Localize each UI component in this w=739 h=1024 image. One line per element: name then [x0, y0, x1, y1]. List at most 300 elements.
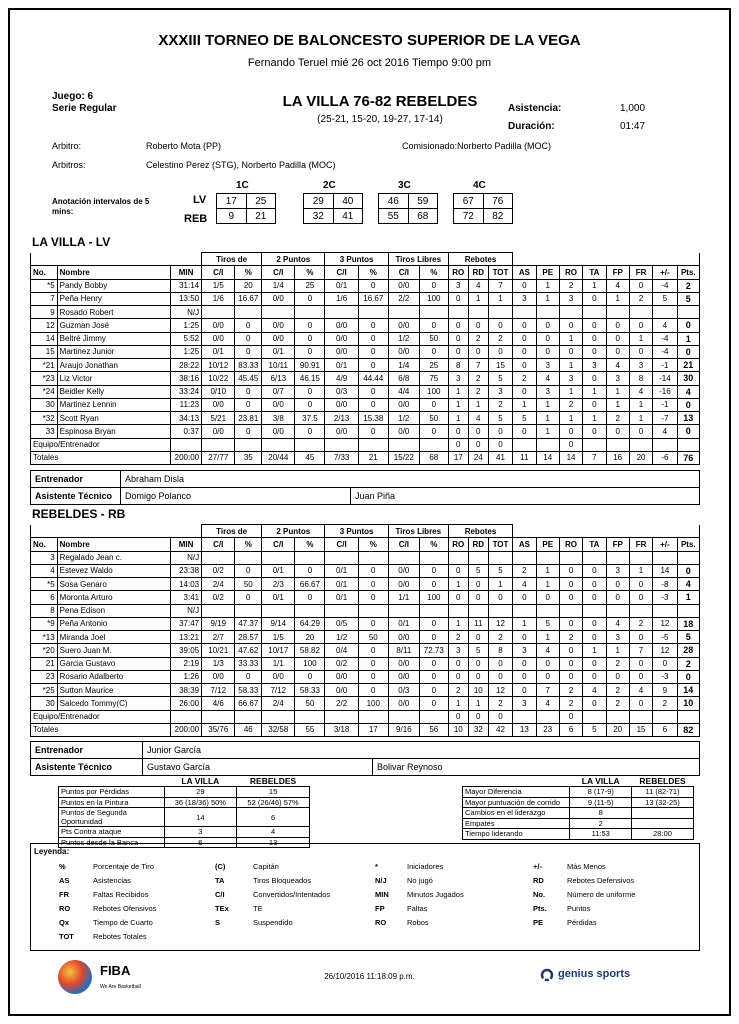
- player-stat: 2: [468, 332, 488, 345]
- quarter-scores: (25-21, 15-20, 19-27, 17-14): [317, 114, 443, 125]
- player-stat: 0:37: [171, 425, 202, 438]
- legend-desc: No jugó: [407, 876, 433, 885]
- player-stat: 0/4: [325, 644, 358, 657]
- team-coach-stat: [606, 438, 629, 451]
- column-header: %: [295, 538, 325, 551]
- column-header: No.: [31, 538, 58, 551]
- player-number: *5: [31, 578, 58, 591]
- player-stat: 0: [629, 657, 652, 670]
- team2-assistant-1: Gustavo García: [143, 759, 373, 776]
- player-stat: 50: [235, 578, 262, 591]
- team2-assistant-label: Asistente Técnico: [31, 759, 143, 776]
- team-coach-row-label: Equipo/Entrenador: [31, 438, 171, 451]
- player-stat: 16.67: [235, 292, 262, 305]
- player-stat: 0: [559, 425, 582, 438]
- game-subtitle: Fernando Teruel mié 26 oct 2016 Tiempo 9:00 pm: [247, 57, 492, 69]
- player-stat: 4: [606, 359, 629, 372]
- player-stat: 2: [448, 684, 468, 697]
- player-stat: 1: [536, 412, 559, 425]
- legend-desc: Capitán: [253, 862, 279, 871]
- interval-score-reb: 68: [408, 209, 438, 224]
- player-stat: 2: [513, 564, 536, 577]
- referees-value: Celestino Perez (STG), Norberto Padilla (MOC): [146, 160, 336, 170]
- legend-desc: Robos: [407, 918, 429, 927]
- header-spacer: [513, 525, 700, 538]
- player-stat: 5: [468, 564, 488, 577]
- team-coach-stat: [171, 710, 202, 723]
- player-stat: 58.33: [295, 684, 325, 697]
- fiba-tagline: We Are Basketball: [100, 984, 141, 990]
- player-stat: 4/6: [202, 697, 235, 710]
- duration-label: Duración:: [508, 121, 555, 132]
- player-stat: -4: [653, 345, 677, 358]
- legend-desc: TE: [253, 904, 263, 913]
- player-stat: 6/8: [388, 372, 419, 385]
- player-stat: 12: [653, 617, 677, 630]
- team2-coach: Junior García: [143, 742, 700, 759]
- team1-assistant-label: Asistente Técnico: [31, 488, 121, 505]
- player-stat: 0/0: [325, 319, 358, 332]
- column-header: C/I: [325, 538, 358, 551]
- player-stat: 25: [295, 279, 325, 292]
- player-stat: 0/0: [388, 279, 419, 292]
- player-stat: 0: [513, 345, 536, 358]
- player-stat: 0: [358, 385, 388, 398]
- column-header: TA: [583, 266, 606, 279]
- player-stat: 0/10: [202, 385, 235, 398]
- player-stat: 16.67: [358, 292, 388, 305]
- player-stat: 0: [295, 425, 325, 438]
- player-stat: [629, 604, 652, 617]
- player-stat: 37:47: [171, 617, 202, 630]
- player-stat: 0: [513, 385, 536, 398]
- comparison-value: 6: [237, 808, 310, 827]
- comparison-value: 8 (17-9): [570, 787, 632, 798]
- player-stat: 2: [488, 332, 512, 345]
- team-coach-stat: 0: [468, 438, 488, 451]
- column-header: %: [419, 266, 448, 279]
- player-stat: 0: [448, 292, 468, 305]
- legend-abbr: TA: [215, 876, 225, 885]
- player-stat: 3: [536, 359, 559, 372]
- player-stat: 4: [677, 578, 699, 591]
- legend-abbr: %: [59, 862, 66, 871]
- player-stat: 4: [513, 578, 536, 591]
- player-stat: 0: [677, 319, 699, 332]
- player-name: Estevez Waldo: [57, 564, 170, 577]
- player-stat: [488, 306, 512, 319]
- player-stat: [468, 604, 488, 617]
- player-stat: 83.33: [235, 359, 262, 372]
- player-stat: 2/3: [262, 578, 295, 591]
- player-stat: [536, 604, 559, 617]
- player-number: 8: [31, 604, 58, 617]
- legend-desc: Rebotes Totales: [93, 932, 147, 941]
- player-stat: 0: [677, 564, 699, 577]
- player-stat: 5: [677, 631, 699, 644]
- player-stat: 0: [358, 398, 388, 411]
- player-name: Araujo Jonathan: [57, 359, 170, 372]
- team-coach-stat: [513, 438, 536, 451]
- player-stat: 4: [606, 279, 629, 292]
- totals-stat: 17: [358, 723, 388, 736]
- player-stat: [653, 604, 677, 617]
- totals-stat: 7/33: [325, 451, 358, 464]
- player-stat: 23:38: [171, 564, 202, 577]
- player-stat: 0: [448, 591, 468, 604]
- player-stat: 0/0: [262, 425, 295, 438]
- player-stat: 0/0: [262, 319, 295, 332]
- player-stat: -16: [653, 385, 677, 398]
- player-stat: 0: [488, 425, 512, 438]
- comparison-row: [463, 818, 694, 829]
- player-stat: 0: [235, 345, 262, 358]
- tournament-title: XXXIII TORNEO DE BALONCESTO SUPERIOR DE LA VEGA: [158, 32, 581, 49]
- player-stat: 0: [468, 631, 488, 644]
- player-number: 23: [31, 670, 58, 683]
- player-stat: 5/21: [202, 412, 235, 425]
- interval-score-lv: 25: [246, 194, 276, 209]
- player-stat: 0/1: [202, 345, 235, 358]
- genius-sports-icon: [540, 968, 554, 982]
- player-stat: 0: [606, 345, 629, 358]
- player-stat: 4: [629, 684, 652, 697]
- legend-abbr: (C): [215, 862, 226, 871]
- player-stat: [513, 604, 536, 617]
- player-stat: 1: [536, 578, 559, 591]
- interval-quarter-label: 2C: [323, 180, 336, 191]
- player-stat: 0: [583, 292, 606, 305]
- team-coach-stat: [295, 710, 325, 723]
- player-stat: 0: [468, 425, 488, 438]
- column-header: C/I: [388, 266, 419, 279]
- team-coach-row-label: Equipo/Entrenador: [31, 710, 171, 723]
- totals-stat: 45: [295, 451, 325, 464]
- player-stat: 1: [606, 292, 629, 305]
- team-coach-stat: [171, 438, 202, 451]
- player-stat: 1/4: [262, 279, 295, 292]
- player-stat: 1: [488, 578, 512, 591]
- player-stat: 0: [448, 345, 468, 358]
- player-stat: N/J: [171, 306, 202, 319]
- player-stat: 0: [468, 591, 488, 604]
- player-stat: 0/0: [262, 670, 295, 683]
- player-row: [31, 684, 700, 697]
- legend-desc: Asistencias: [93, 876, 131, 885]
- player-stat: [448, 306, 468, 319]
- player-stat: [262, 551, 295, 564]
- player-number: *9: [31, 617, 58, 630]
- legend-abbr: *: [375, 862, 378, 871]
- player-stat: [235, 306, 262, 319]
- player-stat: [325, 551, 358, 564]
- player-stat: 0: [583, 657, 606, 670]
- player-stat: 0/2: [325, 657, 358, 670]
- player-stat: 8: [488, 644, 512, 657]
- player-row: [31, 398, 700, 411]
- player-row: [31, 372, 700, 385]
- comparison-value: 8: [570, 808, 632, 819]
- comparison-row: [59, 808, 310, 827]
- player-stat: 3/8: [262, 412, 295, 425]
- player-stat: -1: [653, 398, 677, 411]
- totals-label: Totales: [31, 723, 171, 736]
- totals-stat: 20: [629, 451, 652, 464]
- team1-title: LA VILLA - LV: [32, 235, 111, 249]
- interval-score-lv: 40: [333, 194, 363, 209]
- player-stat: [202, 551, 235, 564]
- player-stat: 10/11: [262, 359, 295, 372]
- player-stat: 90.91: [295, 359, 325, 372]
- player-stat: [677, 306, 699, 319]
- comparison-label: Empates: [463, 818, 570, 829]
- totals-stat: 11: [513, 451, 536, 464]
- player-stat: 0: [419, 657, 448, 670]
- player-stat: 0: [629, 345, 652, 358]
- player-stat: 5: [488, 564, 512, 577]
- interval-box: [453, 193, 513, 224]
- player-stat: 10/22: [202, 372, 235, 385]
- player-stat: 13:50: [171, 292, 202, 305]
- team-coach-stat: [536, 438, 559, 451]
- column-group-header: Rebotes: [448, 525, 512, 538]
- player-stat: 4: [606, 617, 629, 630]
- player-row: [31, 697, 700, 710]
- column-header: No.: [31, 266, 58, 279]
- team-coach-stat: [677, 710, 699, 723]
- comparison-value: 6: [164, 837, 237, 848]
- referee-label: Arbitro:: [52, 141, 82, 151]
- comparison-value: 29: [164, 787, 237, 798]
- player-stat: 4: [468, 412, 488, 425]
- column-header: MIN: [171, 266, 202, 279]
- player-stat: -3: [653, 670, 677, 683]
- comparison-label: Mayor Diferencia: [463, 787, 570, 798]
- team-coach-stat: [262, 710, 295, 723]
- comparison-header: REBELDES: [249, 776, 297, 786]
- interval-quarter-label: 1C: [236, 180, 249, 191]
- player-stat: 50: [419, 332, 448, 345]
- player-stat: 0: [468, 670, 488, 683]
- column-header: %: [358, 538, 388, 551]
- player-stat: 46.15: [295, 372, 325, 385]
- comparison-label: Puntos desde la Banca: [59, 837, 165, 848]
- player-stat: [629, 306, 652, 319]
- player-stat: 1: [488, 292, 512, 305]
- legend-abbr: RO: [375, 918, 387, 927]
- totals-stat: 200:00: [171, 723, 202, 736]
- team-coach-stat: 0: [488, 438, 512, 451]
- totals-stat: 56: [419, 723, 448, 736]
- player-stat: 0/0: [202, 398, 235, 411]
- player-stat: 0/0: [388, 578, 419, 591]
- player-row: [31, 591, 700, 604]
- player-stat: 37.5: [295, 412, 325, 425]
- player-stat: 0: [583, 697, 606, 710]
- player-stat: 9/19: [202, 617, 235, 630]
- player-stat: 0: [448, 319, 468, 332]
- player-stat: [677, 604, 699, 617]
- player-stat: 3: [559, 292, 582, 305]
- player-stat: 1: [536, 398, 559, 411]
- player-stat: 0: [513, 684, 536, 697]
- player-stat: 1: [448, 617, 468, 630]
- legend-abbr: RO: [59, 904, 71, 913]
- intervals-reb-label: REB: [184, 213, 208, 225]
- interval-score-lv: 59: [408, 194, 438, 209]
- totals-stat: 6: [559, 723, 582, 736]
- player-number: 15: [31, 345, 58, 358]
- player-stat: 1: [513, 617, 536, 630]
- column-header: RD: [468, 266, 488, 279]
- totals-stat: 35: [235, 451, 262, 464]
- team2-coach-label: Entrenador: [31, 742, 143, 759]
- player-stat: 0: [295, 385, 325, 398]
- player-stat: 31:14: [171, 279, 202, 292]
- column-group-header: 2 Puntos: [262, 525, 325, 538]
- player-stat: 0/0: [388, 657, 419, 670]
- player-stat: 12: [488, 684, 512, 697]
- player-stat: 1: [448, 578, 468, 591]
- player-stat: N/J: [171, 604, 202, 617]
- player-stat: 1: [677, 332, 699, 345]
- player-stat: 3: [536, 385, 559, 398]
- player-stat: 1: [536, 631, 559, 644]
- player-stat: 0/0: [325, 670, 358, 683]
- player-stat: 0: [468, 345, 488, 358]
- column-header: RD: [468, 538, 488, 551]
- team-coach-stat: 0: [448, 438, 468, 451]
- player-stat: 100: [419, 591, 448, 604]
- interval-score-reb: 72: [454, 209, 484, 224]
- legend-desc: Suspendido: [253, 918, 293, 927]
- player-row: [31, 306, 700, 319]
- player-stat: 3: [606, 564, 629, 577]
- footer-timestamp: 26/10/2016 11:18:09 p.m.: [324, 972, 415, 981]
- player-name: Miranda Joel: [57, 631, 170, 644]
- column-group-header: 2 Puntos: [262, 253, 325, 266]
- player-stat: [202, 604, 235, 617]
- comparison-value: 36 (18/36) 50%: [164, 797, 237, 808]
- totals-stat: 9/16: [388, 723, 419, 736]
- interval-score-reb: 9: [217, 209, 247, 224]
- totals-stat: 24: [468, 451, 488, 464]
- comparison-label: Cambios en el liderazgo: [463, 808, 570, 819]
- player-stat: 0/0: [202, 319, 235, 332]
- player-stat: 1: [629, 398, 652, 411]
- player-stat: 0: [559, 591, 582, 604]
- player-stat: 10: [677, 697, 699, 710]
- player-stat: 0: [606, 425, 629, 438]
- player-stat: 0/0: [202, 332, 235, 345]
- player-stat: 44.44: [358, 372, 388, 385]
- header-spacer: [463, 776, 570, 787]
- player-stat: 100: [358, 697, 388, 710]
- legend-abbr: MIN: [375, 890, 389, 899]
- player-stat: 58.82: [295, 644, 325, 657]
- player-stat: 15: [488, 359, 512, 372]
- column-header: %: [235, 266, 262, 279]
- player-stat: 6/13: [262, 372, 295, 385]
- player-stat: 0: [583, 398, 606, 411]
- legend-abbr: FP: [375, 904, 385, 913]
- team-coach-stat: [419, 438, 448, 451]
- player-stat: -14: [653, 372, 677, 385]
- totals-stat: 20/44: [262, 451, 295, 464]
- player-stat: [448, 604, 468, 617]
- player-stat: 0: [606, 670, 629, 683]
- totals-stat: 14: [536, 451, 559, 464]
- player-stat: 0: [235, 398, 262, 411]
- team-coach-stat: 0: [488, 710, 512, 723]
- player-stat: 2: [677, 279, 699, 292]
- column-header: Pts.: [677, 266, 699, 279]
- totals-stat: 82: [677, 723, 699, 736]
- team-coach-stat: [235, 438, 262, 451]
- player-stat: 0: [606, 319, 629, 332]
- comparison-header: LA VILLA: [181, 776, 220, 786]
- attendance-label: Asistencia:: [508, 103, 562, 114]
- comparison-value: 11:53: [570, 829, 632, 840]
- player-stat: 0/0: [262, 292, 295, 305]
- player-number: *32: [31, 412, 58, 425]
- player-stat: 0: [358, 644, 388, 657]
- player-stat: 3: [583, 359, 606, 372]
- player-stat: 2/4: [202, 578, 235, 591]
- team-coach-stat: [583, 710, 606, 723]
- player-stat: 0: [295, 332, 325, 345]
- player-stat: 0: [583, 578, 606, 591]
- comparison-row: [59, 797, 310, 808]
- player-stat: 10: [468, 684, 488, 697]
- player-stat: 0/3: [325, 385, 358, 398]
- player-stat: 2: [488, 398, 512, 411]
- player-stat: 3: [448, 644, 468, 657]
- player-stat: [419, 604, 448, 617]
- player-stat: 2: [559, 631, 582, 644]
- team-coach-stat: 0: [559, 438, 582, 451]
- player-stat: [677, 551, 699, 564]
- player-stat: 0/0: [325, 345, 358, 358]
- player-stat: [559, 306, 582, 319]
- player-stat: 38:16: [171, 372, 202, 385]
- team2-stats-table: [30, 524, 700, 737]
- player-stat: 100: [419, 292, 448, 305]
- player-stat: 4: [629, 385, 652, 398]
- interval-score-lv: 17: [217, 194, 247, 209]
- player-stat: 66.67: [295, 578, 325, 591]
- player-stat: 1/3: [202, 657, 235, 670]
- player-stat: [606, 551, 629, 564]
- fiba-logo: FIBA: [100, 963, 131, 978]
- legend-abbr: TEx: [215, 904, 229, 913]
- player-stat: 0: [488, 670, 512, 683]
- player-stat: 0/0: [388, 398, 419, 411]
- player-stat: 3: [448, 372, 468, 385]
- column-header: C/I: [262, 266, 295, 279]
- player-number: 30: [31, 697, 58, 710]
- column-header: Nombre: [57, 538, 170, 551]
- interval-score-reb: 21: [246, 209, 276, 224]
- player-stat: 0: [677, 398, 699, 411]
- interval-score-lv: 76: [483, 194, 513, 209]
- column-header: FP: [606, 266, 629, 279]
- player-stat: 0: [536, 657, 559, 670]
- legend-desc: Faltas Recibidos: [93, 890, 149, 899]
- player-stat: [468, 551, 488, 564]
- player-stat: 0: [358, 670, 388, 683]
- player-stat: 5: [468, 644, 488, 657]
